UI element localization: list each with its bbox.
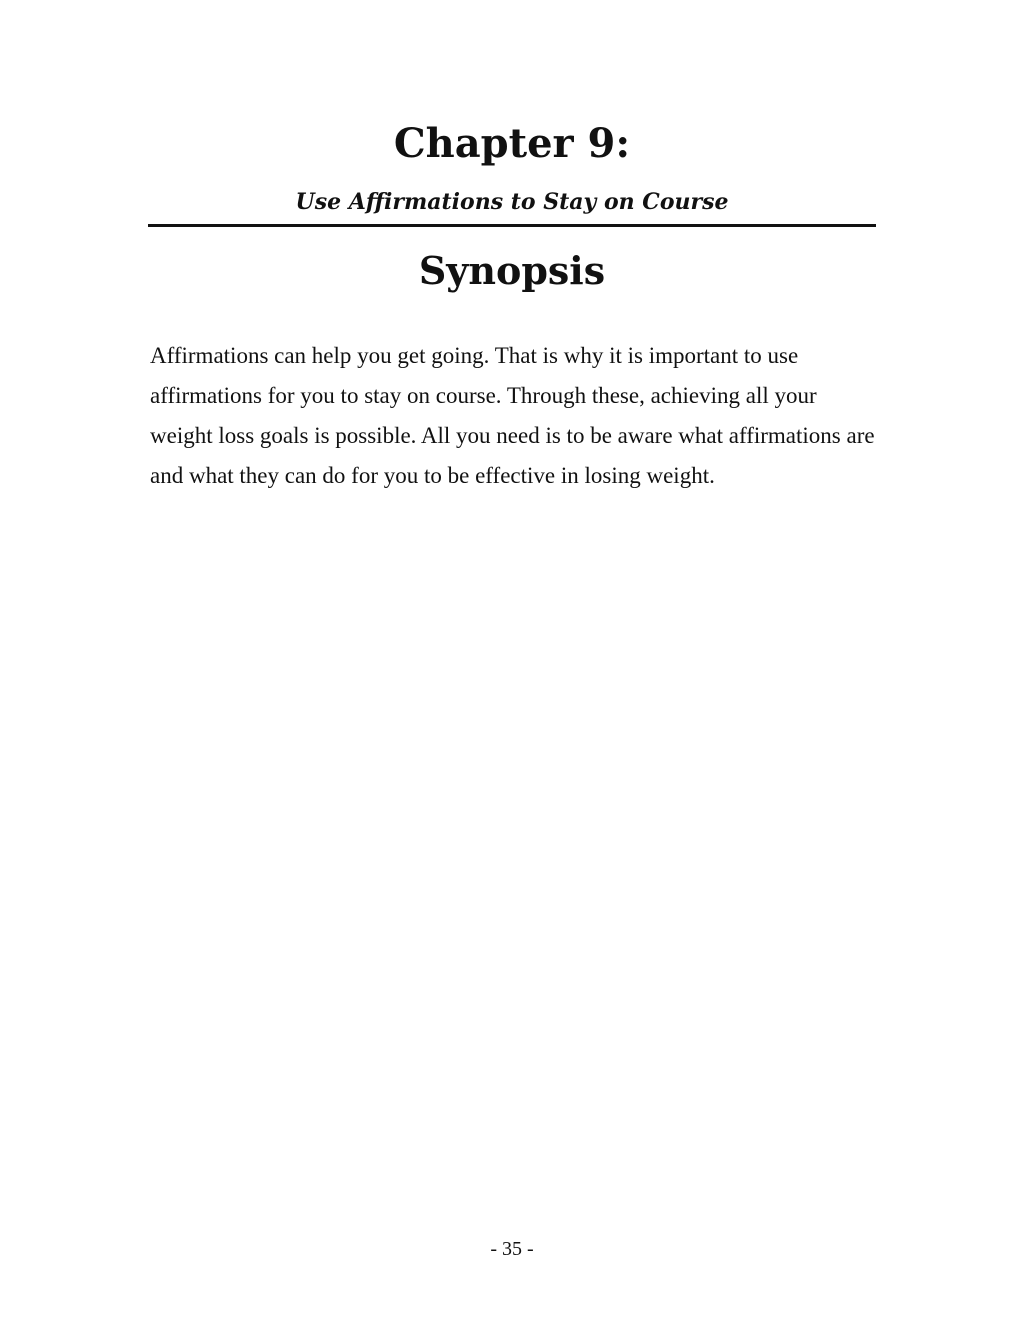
chapter-title: Chapter 9: [393,120,631,167]
horizontal-divider [148,224,876,227]
body-paragraph: Affirmations can help you get going. That is why it is important to use affirmations for you to stay on course. Through these, achieving all your weight loss goals is possible. All you need is to be aware what affirmations are and what they can do for you to be effective in losing weight. [150,343,875,488]
section-title: Synopsis [418,248,606,293]
page-number: - 35 - [490,1238,534,1260]
chapter-subtitle: Use Affirmations to Stay on Course [295,189,729,215]
